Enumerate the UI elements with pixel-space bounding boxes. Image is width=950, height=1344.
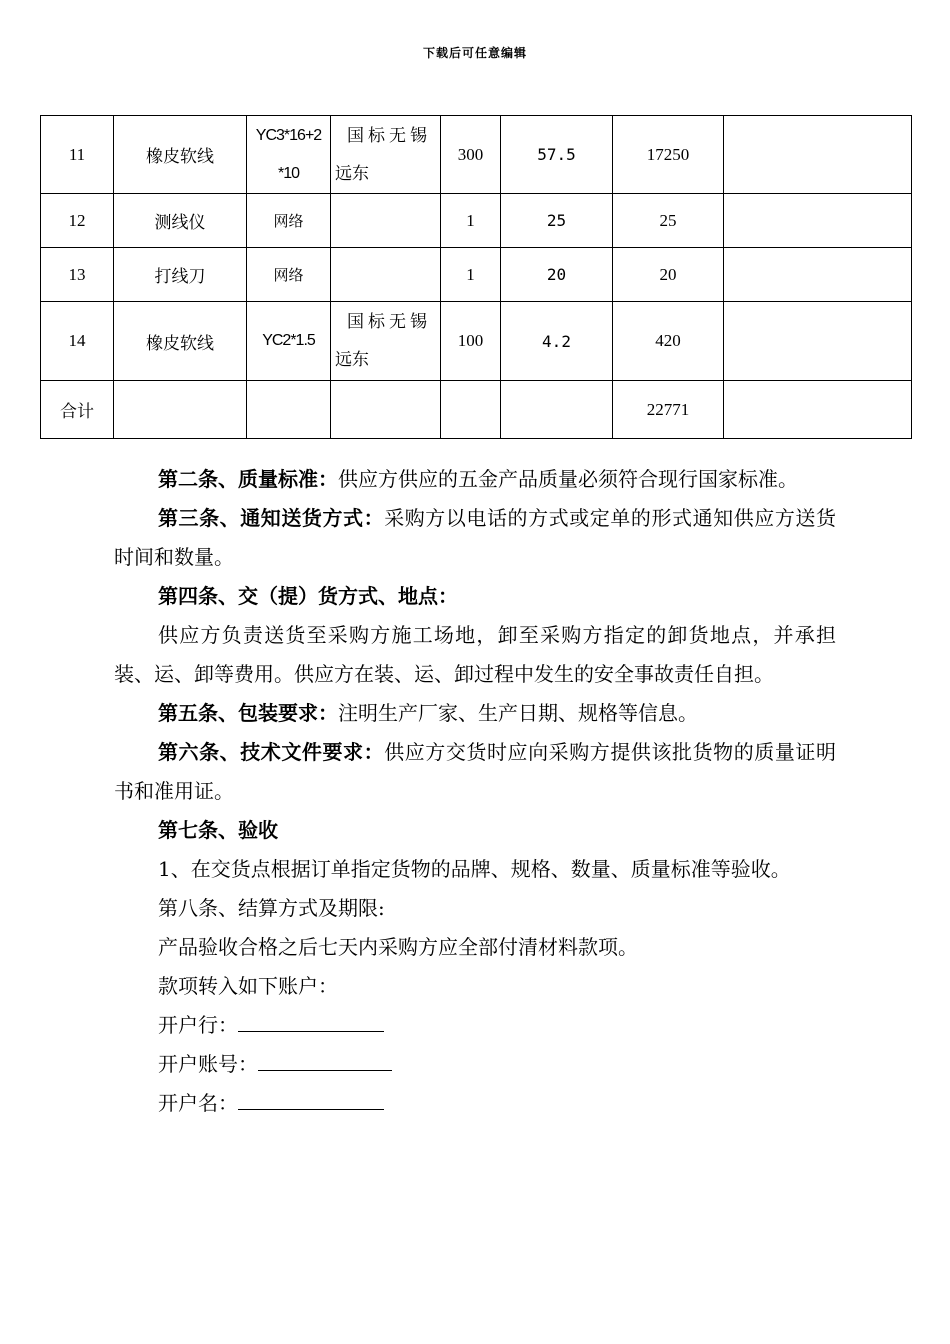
cell-model: [247, 116, 331, 194]
bank-label: 开户行：: [158, 1013, 238, 1037]
account-intro: 款项转入如下账户：: [158, 974, 338, 998]
cell-no: 11: [41, 116, 114, 194]
brand-line-1: 国标无锡: [347, 125, 431, 146]
cell-remark: [724, 194, 912, 248]
brand-line-2: 远东: [335, 350, 369, 370]
table-row: [41, 194, 912, 248]
cell-brand: [331, 302, 441, 381]
cell-qty: 1: [441, 194, 501, 248]
clause-2: [114, 460, 836, 499]
cell-no: 13: [41, 248, 114, 302]
clause-5: [114, 694, 836, 733]
total-row: [41, 381, 912, 439]
clause-6-title: 第六条、技术文件要求：: [158, 740, 385, 764]
account-no-blank[interactable]: [258, 1048, 392, 1071]
cell-amount: 25: [613, 194, 724, 248]
bank-blank[interactable]: [238, 1009, 384, 1032]
table-row: [41, 116, 912, 194]
clause-8-title: 第八条、结算方式及期限:: [158, 896, 385, 920]
cell-price: 20: [501, 248, 613, 302]
cell-amount: 17250: [613, 116, 724, 194]
cell-remark: [724, 302, 912, 381]
cell-brand: [331, 116, 441, 194]
cell-model: 网络: [247, 194, 331, 248]
clause-3: [114, 499, 836, 577]
model-line-2: *10: [277, 164, 300, 182]
account-no-label: 开户账号：: [158, 1052, 258, 1076]
model-line-1: YC3*16+2: [255, 126, 322, 144]
clause-5-text: 注明生产厂家、生产日期、规格等信息。: [338, 701, 698, 725]
clause-2-title: 第二条、质量标准：: [158, 467, 338, 491]
clause-6: [114, 733, 836, 811]
clause-7-title: 第七条、验收: [158, 818, 278, 842]
cell-remark: [724, 116, 912, 194]
cell-qty: 100: [441, 302, 501, 381]
account-name-line: [114, 1084, 836, 1123]
clause-8-text: 产品验收合格之后七天内采购方应全部付清材料款项。: [158, 935, 638, 959]
page-header: 下载后可任意编辑: [422, 46, 527, 60]
cell-name: 橡皮软线: [114, 302, 247, 381]
goods-table: [40, 115, 912, 439]
cell-remark: [724, 248, 912, 302]
clause-3-text: 采购方以电话的方式或定单的形式通知供应方送货时间和数量。: [114, 506, 836, 569]
account-name-label: 开户名：: [158, 1091, 238, 1115]
clause-7-text: 1、在交货点根据订单指定货物的品牌、规格、数量、质量标准等验收。: [158, 857, 791, 881]
cell-price: 25: [501, 194, 613, 248]
cell-no: 12: [41, 194, 114, 248]
cell-name: 打线刀: [114, 248, 247, 302]
clause-4-title: 第四条、交（提）货方式、地点：: [158, 584, 458, 608]
cell-price: 4.2: [501, 302, 613, 381]
cell-model: YC2*1.5: [247, 302, 331, 381]
cell-model: 网络: [247, 248, 331, 302]
table-row: [41, 248, 912, 302]
contract-body: [114, 460, 836, 1123]
cell-amount: 420: [613, 302, 724, 381]
total-amount: 22771: [613, 381, 724, 439]
clause-3-title: 第三条、通知送货方式：: [158, 506, 385, 530]
account-name-blank[interactable]: [238, 1087, 384, 1110]
cell-name: 测线仪: [114, 194, 247, 248]
cell-price: 57.5: [501, 116, 613, 194]
clause-6-text: 供应方交货时应向采购方提供该批货物的质量证明书和准用证。: [114, 740, 836, 803]
cell-brand: [331, 194, 441, 248]
table-row: [41, 302, 912, 381]
cell-brand: [331, 248, 441, 302]
clause-2-text: 供应方供应的五金产品质量必须符合现行国家标准。: [338, 467, 798, 491]
total-label: 合计: [41, 381, 114, 439]
cell-qty: 300: [441, 116, 501, 194]
cell-amount: 20: [613, 248, 724, 302]
brand-line-2: 远东: [335, 163, 369, 184]
account-no-line: [114, 1045, 836, 1084]
clause-5-title: 第五条、包装要求：: [158, 701, 338, 725]
cell-qty: 1: [441, 248, 501, 302]
cell-no: 14: [41, 302, 114, 381]
clause-4-text: 供应方负责送货至采购方施工场地，卸至采购方指定的卸货地点，并承担装、运、卸等费用。供应方在装、运、卸过程中发生的安全事故责任自担。: [114, 623, 836, 686]
bank-line: [114, 1006, 836, 1045]
cell-name: 橡皮软线: [114, 116, 247, 194]
brand-line-1: 国标无锡: [347, 312, 431, 332]
